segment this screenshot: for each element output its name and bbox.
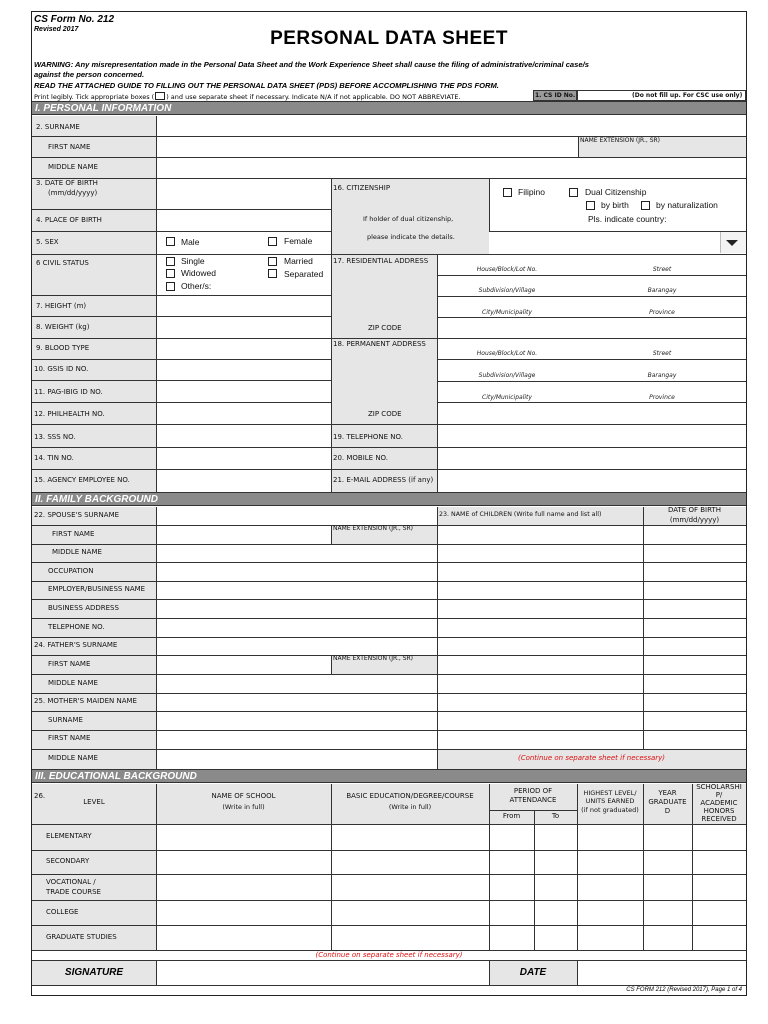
spouse-middle-name-label: MIDDLE NAME — [52, 548, 102, 556]
sex-female-label: Female — [284, 236, 313, 246]
civil-status-label: 6 CIVIL STATUS — [36, 259, 89, 267]
grid-line — [32, 711, 746, 712]
father-name-ext-label: NAME EXTENSION (JR., SR) — [333, 655, 414, 662]
grid-line — [32, 925, 746, 926]
sex-male-checkbox[interactable] — [166, 237, 175, 246]
height-label: 7. HEIGHT (m) — [36, 302, 87, 310]
grid-line — [32, 178, 746, 179]
citizenship-filipino-checkbox[interactable] — [503, 188, 512, 197]
mother-first-name-label: FIRST NAME — [48, 734, 91, 742]
csc-use-only-note: (Do not fill up. For CSC use only) — [632, 92, 743, 99]
surname-label: 2. SURNAME — [36, 123, 80, 131]
permanent-zip-label: ZIP CODE — [368, 410, 402, 418]
citizenship-note-1: If holder of dual citizenship, — [363, 215, 454, 223]
weight-label: 8. WEIGHT (kg) — [36, 323, 90, 331]
dual-by-birth-checkbox[interactable] — [586, 201, 595, 210]
res-house-caption: House/Block/Lot No. — [476, 266, 538, 273]
name-extension-input[interactable] — [579, 146, 746, 157]
email-input[interactable] — [438, 470, 746, 492]
grid-line — [32, 850, 746, 851]
highest-level-header-1: HIGHEST LEVEL/ — [583, 789, 637, 797]
civil-single-label: Single — [181, 256, 205, 266]
perm-province-caption: Province — [649, 394, 675, 401]
civil-others-label: Other/s: — [181, 281, 212, 291]
level-college: COLLEGE — [46, 908, 79, 916]
grid-line — [32, 674, 746, 675]
civil-widowed-label: Widowed — [181, 268, 216, 278]
mother-surname-label: SURNAME — [48, 716, 83, 724]
grid-line — [32, 874, 746, 875]
father-middle-name-label: MIDDLE NAME — [48, 679, 98, 687]
children-header-label: 23. NAME of CHILDREN (Write full name and list all) — [439, 511, 602, 518]
year-graduated-header-3: D — [664, 807, 671, 815]
grid-line — [32, 231, 331, 232]
citizenship-label: 16. CITIZENSHIP — [333, 184, 391, 192]
scholarship-header-3: ACADEMIC — [700, 799, 738, 807]
level-graduate-studies: GRADUATE STUDIES — [46, 933, 117, 941]
father-first-name-label: FIRST NAME — [48, 660, 91, 668]
perm-street-caption: Street — [652, 350, 672, 357]
pagibig-input[interactable] — [157, 381, 331, 402]
sss-label: 13. SSS NO. — [34, 433, 76, 441]
middle-name-label: MIDDLE NAME — [48, 163, 98, 171]
place-of-birth-label: 4. PLACE OF BIRTH — [36, 216, 102, 224]
period-from-header: From — [502, 812, 521, 820]
mother-maiden-label: 25. MOTHER'S MAIDEN NAME — [34, 697, 137, 705]
highest-level-header-2: UNITS EARNED — [585, 797, 635, 805]
family-continue-note: (Continue on separate sheet if necessary) — [517, 754, 666, 762]
blood-type-input[interactable] — [157, 339, 331, 359]
sex-label: 5. SEX — [36, 238, 59, 246]
grid-line — [32, 985, 746, 986]
print-instructions-b: ) and use separate sheet if necessary. Indicate N/A if not applicable. DO NOT ABBREVIATE. — [166, 93, 461, 101]
civil-single-checkbox[interactable] — [166, 257, 175, 266]
signature-field[interactable] — [156, 961, 489, 985]
occupation-label: OCCUPATION — [48, 567, 94, 575]
height-input[interactable] — [157, 296, 331, 316]
scholarship-header-2: P/ — [715, 791, 723, 799]
civil-separated-checkbox[interactable] — [268, 269, 277, 278]
section-family-title: II. FAMILY BACKGROUND — [35, 494, 158, 505]
agency-employee-input[interactable] — [157, 470, 331, 492]
grid-line — [437, 275, 746, 276]
grid-line — [437, 402, 746, 403]
civil-others-checkbox[interactable] — [166, 282, 175, 291]
dual-by-birth-label: by birth — [601, 200, 629, 210]
level-secondary: SECONDARY — [46, 857, 90, 865]
civil-married-checkbox[interactable] — [268, 257, 277, 266]
level-vocational-2: TRADE COURSE — [46, 888, 101, 896]
scholarship-header-5: RECEIVED — [701, 815, 737, 823]
course-header-1: BASIC EDUCATION/DEGREE/COURSE — [346, 792, 474, 800]
spouse-name-ext-label: NAME EXTENSION (JR., SR) — [333, 525, 414, 532]
year-graduated-header-2: GRADUATE — [648, 798, 687, 806]
grid-line — [643, 507, 644, 749]
perm-house-caption: House/Block/Lot No. — [476, 350, 538, 357]
year-graduated-header-1: YEAR — [658, 789, 677, 797]
mother-middle-name-label: MIDDLE NAME — [48, 754, 98, 762]
dual-naturalization-checkbox[interactable] — [641, 201, 650, 210]
cs-id-label: 1. CS ID No. — [535, 92, 576, 99]
civil-married-label: Married — [284, 256, 313, 266]
print-instructions — [34, 92, 461, 101]
school-header-2: (Write in full) — [222, 803, 265, 811]
page-footer: CS FORM 212 (Revised 2017), Page 1 of 4 — [626, 987, 742, 993]
grid-line — [32, 618, 746, 619]
grid-line — [32, 599, 746, 600]
surname-input[interactable] — [157, 117, 746, 136]
employer-label: EMPLOYER/BUSINESS NAME — [48, 585, 146, 593]
grid-line — [32, 693, 746, 694]
form-number: CS Form No. 212 — [34, 14, 115, 25]
philhealth-input[interactable] — [157, 403, 331, 424]
grid-line — [32, 824, 746, 825]
sss-input[interactable] — [157, 425, 331, 447]
telephone-label: 19. TELEPHONE NO. — [333, 433, 403, 441]
warning-line-2: against the person concerned. — [34, 70, 145, 79]
place-of-birth-input[interactable] — [157, 210, 331, 231]
school-header-1: NAME OF SCHOOL — [211, 792, 276, 800]
highest-level-header-3: (if not graduated) — [581, 806, 639, 814]
dual-naturalization-label: by naturalization — [656, 200, 718, 210]
res-city-caption: City/Municipality — [482, 309, 532, 316]
email-label: 21. E-MAIL ADDRESS (if any) — [333, 476, 434, 484]
tin-label: 14. TIN NO. — [34, 454, 74, 462]
revised-label: Revised 2017 — [34, 26, 79, 33]
level-vocational-1: VOCATIONAL / — [46, 878, 96, 886]
section-personal-information — [32, 101, 746, 115]
section-family-background — [32, 492, 746, 506]
philhealth-label: 12. PHILHEALTH NO. — [34, 410, 105, 418]
date-field[interactable] — [577, 961, 746, 985]
grid-line — [32, 254, 746, 255]
res-province-caption: Province — [649, 309, 675, 316]
perm-city-caption: City/Municipality — [482, 394, 532, 401]
grid-line — [489, 810, 577, 811]
res-street-caption: Street — [652, 266, 672, 273]
grid-line — [437, 381, 746, 382]
indicate-country-label: Pls. indicate country: — [588, 214, 667, 224]
signature-label: SIGNATURE — [64, 967, 124, 978]
residential-zip-label: ZIP CODE — [368, 324, 402, 332]
grid-line — [437, 359, 746, 360]
grid-line — [32, 544, 746, 545]
father-surname-label: 24. FATHER'S SURNAME — [34, 641, 118, 649]
grid-line — [32, 900, 746, 901]
course-header-2: (Write in full) — [388, 803, 432, 811]
perm-barangay-caption: Barangay — [647, 372, 677, 379]
grid-line — [331, 655, 332, 674]
date-of-birth-input[interactable] — [157, 179, 331, 209]
warning-line-1: WARNING: Any misrepresentation made in the Personal Data Sheet and the Work Experience Sheet shall cause the filing of administrative/criminal case/s — [34, 60, 589, 69]
period-to-header: To — [551, 812, 560, 820]
scholarship-header-4: HONORS — [703, 807, 735, 815]
spouse-first-name-label: FIRST NAME — [52, 530, 95, 538]
grid-line — [437, 507, 438, 769]
read-guide-notice: READ THE ATTACHED GUIDE TO FILLING OUT THE PERSONAL DATA SHEET (PDS) BEFORE ACCOMPLISHING THE PDS FORM. — [34, 81, 499, 90]
date-of-birth-format: (mm/dd/yyyy) — [48, 189, 98, 197]
res-subdivision-caption: Subdivision/Village — [478, 287, 536, 294]
grid-line — [331, 178, 332, 492]
education-continue-note: (Continue on separate sheet if necessary) — [315, 951, 463, 959]
first-name-label: FIRST NAME — [48, 143, 91, 151]
permanent-address-label: 18. PERMANENT ADDRESS — [333, 340, 426, 348]
grid-line — [32, 637, 746, 638]
citizenship-note-2: please indicate the details. — [367, 233, 455, 241]
grid-line — [32, 338, 746, 339]
business-address-label: BUSINESS ADDRESS — [48, 604, 119, 612]
grid-line — [331, 525, 332, 544]
grid-line — [534, 810, 535, 950]
period-header-2: ATTENDANCE — [509, 796, 557, 804]
pagibig-label: 11. PAG-IBIG ID NO. — [34, 388, 103, 396]
country-select[interactable] — [489, 231, 746, 254]
sex-female-checkbox[interactable] — [268, 237, 277, 246]
scholarship-header-1: SCHOLARSHI — [696, 783, 742, 791]
name-extension-label: NAME EXTENSION (JR., SR) — [580, 137, 661, 144]
grid-line — [32, 749, 746, 750]
mobile-input[interactable] — [438, 448, 746, 469]
grid-line — [156, 507, 157, 769]
date-label: DATE — [519, 967, 547, 978]
section-educational-background — [32, 769, 746, 783]
gsis-input[interactable] — [157, 360, 331, 380]
level-elementary: ELEMENTARY — [46, 832, 92, 840]
child-dob-header-1: DATE OF BIRTH — [668, 506, 721, 514]
child-dob-header-2: (mm/dd/yyyy) — [669, 516, 720, 524]
middle-name-input[interactable] — [157, 158, 746, 178]
res-barangay-caption: Barangay — [647, 287, 677, 294]
section-personal-title: I. PERSONAL INFORMATION — [35, 103, 172, 114]
personal-data-sheet-form — [31, 11, 747, 996]
perm-subdivision-caption: Subdivision/Village — [478, 372, 536, 379]
first-name-input[interactable] — [157, 137, 578, 157]
civil-widowed-checkbox[interactable] — [166, 269, 175, 278]
grid-line — [437, 317, 746, 318]
level-header: LEVEL — [83, 798, 105, 806]
date-of-birth-label: 3. DATE OF BIRTH — [36, 179, 98, 187]
gsis-label: 10. GSIS ID NO. — [34, 365, 89, 373]
grid-line — [32, 730, 746, 731]
chevron-down-icon — [726, 240, 738, 246]
spouse-telephone-label: TELEPHONE NO. — [48, 623, 105, 631]
telephone-input[interactable] — [438, 425, 746, 447]
sex-male-label: Male — [181, 237, 200, 247]
spouse-surname-label: 22. SPOUSE'S SURNAME — [34, 511, 120, 519]
grid-line — [32, 562, 746, 563]
citizenship-dual-checkbox[interactable] — [569, 188, 578, 197]
blood-type-label: 9. BLOOD TYPE — [36, 344, 90, 352]
weight-input[interactable] — [157, 317, 331, 338]
tin-input[interactable] — [157, 448, 331, 469]
grid-line — [437, 296, 746, 297]
residential-address-label: 17. RESIDENTIAL ADDRESS — [333, 257, 429, 265]
mobile-label: 20. MOBILE NO. — [333, 454, 389, 462]
print-instructions-a: Print legibly. Tick appropriate boxes ( — [34, 93, 155, 101]
grid-line — [489, 784, 490, 950]
citizenship-dual-label: Dual Citizenship — [585, 187, 647, 197]
agency-employee-label: 15. AGENCY EMPLOYEE NO. — [34, 476, 130, 484]
tick-box-sample — [155, 92, 165, 100]
section-education-title: III. EDUCATIONAL BACKGROUND — [35, 771, 197, 782]
grid-line — [32, 581, 746, 582]
period-header-1: PERIOD OF — [513, 787, 553, 795]
education-item-number: 26. — [34, 792, 46, 800]
civil-separated-label: Separated — [284, 269, 324, 279]
page-title: PERSONAL DATA SHEET — [270, 28, 508, 49]
education-level-column — [32, 824, 156, 950]
citizenship-filipino-label: Filipino — [518, 187, 545, 197]
